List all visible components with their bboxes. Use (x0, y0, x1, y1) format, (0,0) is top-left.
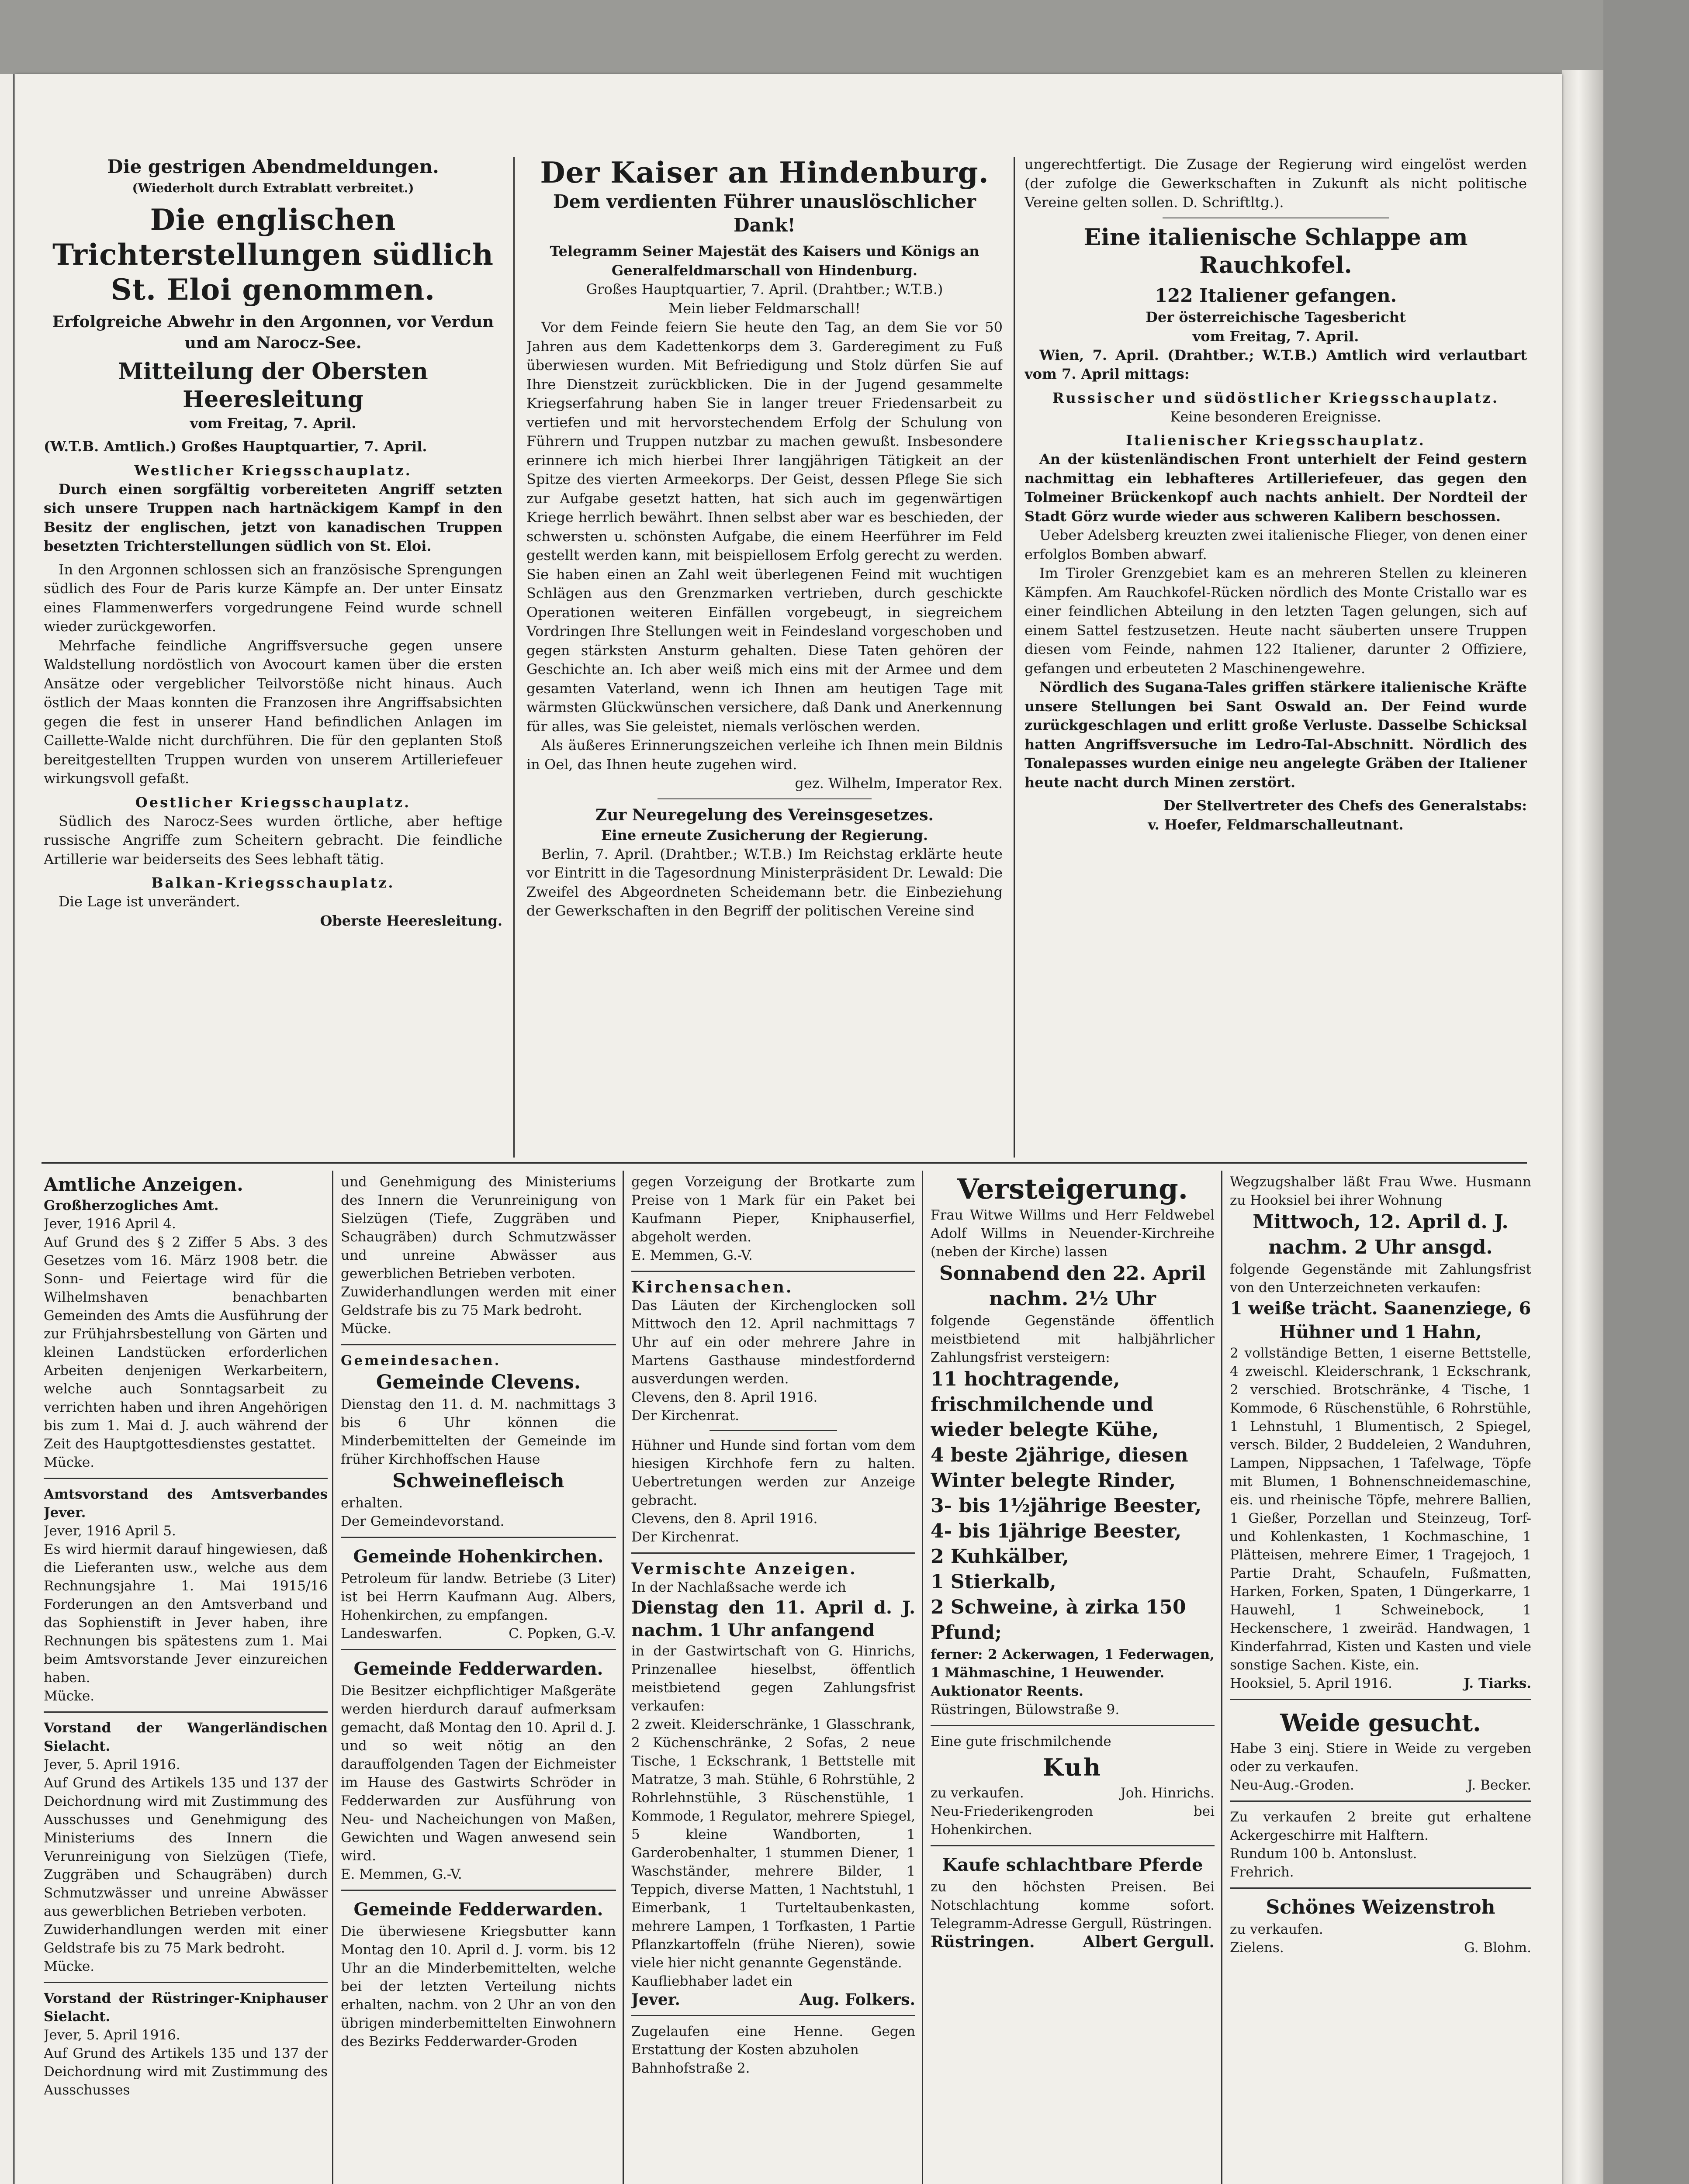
divider (631, 1552, 915, 1554)
column-rule (332, 1171, 333, 2184)
ad-text: Auf Grund des Artikels 135 und 137 der Deichordnung wird mit Zustimmung des Ausschusses (44, 2046, 328, 2098)
divider (341, 1537, 616, 1538)
signature: gez. Wilhelm, Imperator Rex. (795, 775, 1003, 791)
ad-date: Jever, 5. April 1916. (44, 1757, 180, 1773)
ad-address: Neu-Friederikengroden bei Hohenkirchen. (931, 1804, 1215, 1838)
ads-section-heading: Vermischte Anzeigen. (631, 1560, 857, 1578)
ads-municipal (341, 1173, 616, 2184)
ad-item: 11 hochtragende, frischmilchende und wieder belegte Kühe, (931, 1368, 1159, 1441)
paragraph: Im Tiroler Grenzgebiet kam es an mehreren Stellen zu kleineren Kämpfen. Am Rauchkofel-Rücken nördlich des Monte Cristallo war es einer feindlichen Abteilung in den letzten Tagen gelungen, sich auf einem Sattel festzusetzen. Heute nacht säuberten unsere Truppen diesen vom Feinde, nahmen 122 Italiener, darunter 2 Offiziere, gefangen und erbeuteten 2 Maschinengewehre. (1024, 565, 1527, 677)
ads-section-heading: Amtliche Anzeigen. (44, 1174, 243, 1195)
dateline: Wien, 7. April. (Drahtber.; W.T.B.) Amtlich wird verlautbart vom 7. April mittags: (1024, 346, 1527, 382)
ad-signature: Joh. Hinrichs. (1120, 1785, 1215, 1801)
ad-signature: Auktionator Reents. (931, 1683, 1083, 1699)
ad-text: Zuwiderhandlungen werden mit einer Geldstrafe bis zu 75 Mark bedroht. (341, 1284, 616, 1318)
ad-date: Jever, 1916 April 4. (44, 1216, 176, 1232)
subheadline: Eine erneute Zusicherung der Regierung. (601, 826, 928, 843)
ad-title: Schönes Weizenstroh (1266, 1896, 1495, 1918)
ad-item: 1 Stierkalb, (931, 1571, 1056, 1593)
ad-signature: G. Blohm. (1464, 1940, 1531, 1956)
divider (1230, 1887, 1531, 1889)
paragraph: Keine besonderen Ereignisse. (1170, 408, 1381, 425)
subheadline: Dem verdienten Führer unauslöschlicher Dank! (553, 191, 976, 236)
paragraph: An der küstenländischen Front unterhielt der Feind gestern nachmittag ein lebhafteres Artilleriefeuer, das gegen den Tolmeiner Brückenkopf auch nachts anhielt. Der Nordteil der Stadt Görz wurde wieder aus schweren Kalibern beschossen. (1024, 451, 1527, 525)
ad-text: Es wird hiermit darauf hingewiesen, daß die Lieferanten usw., welche aus dem Rechnungsjahre 1. Mai 1915/16 Forderungen an den Amtsverband und das Sophienstift in Jever haben, ihre Rechnungen bis spätestens zum 1. Mai beim Amtsvorstande Jever einzureichen haben. (44, 1541, 328, 1686)
paragraph: Nördlich des Sugana-Tales griffen stärkere italienische Kräfte unsere Stellungen bei Sant Oswald an. Der Feind wurde zurückgeschlagen und erlitt große Verluste. Dasselbe Schicksal hatten Angriffsversuche im Ledro-Tal-Abschnitt. Nördlich des Tonalepasses wurden einige neu angelegte Gräben der Italiener heute nacht durch Minen zerstört. (1024, 679, 1527, 791)
ad-signature: Der Kirchenrat. (631, 1529, 740, 1545)
ad-text: Zugelaufen eine Henne. Gegen Erstattung der Kosten abzuholen (631, 2024, 915, 2058)
ad-date: Jever, 1916 April 5. (44, 1523, 176, 1539)
ad-signature-row (931, 1933, 1215, 1951)
paragraph: Berlin, 7. April. (Drahtber.; W.T.B.) Im Reichstag erklärte heute vor Eintritt in die Tagesordnung Ministerpräsident Dr. Lewald: Die Zweifel des Abgeordneten Scheidemann betr. die Einbeziehung der Gewerkschaften in den Begriff der politischen Vereine sind (526, 845, 1003, 919)
ad-signature: Albert Gergull. (1083, 1933, 1215, 1951)
column-rule (1221, 1171, 1222, 2184)
ad-text: erhalten. (341, 1495, 403, 1511)
article-kaiser-hindenburg (526, 155, 1003, 1155)
book-spine (1562, 70, 1603, 2184)
ad-text: gegen Vorzeigung der Brotkarte zum Preise von 1 Mark für ein Paket bei Kaufmann Pieper, Kniphauserfiel, abgeholt werden. (631, 1174, 915, 1245)
divider (1230, 1800, 1531, 1802)
ad-date: Clevens, den 8. April 1916. (631, 1511, 818, 1527)
ad-highlight: Kuh (1042, 1753, 1103, 1781)
ad-title: Gemeinde Fedderwarden. (353, 1659, 603, 1679)
ads-church-misc (631, 1173, 915, 2184)
paragraph: In den Argonnen schlossen sich an französische Sprengungen südlich des Four de Paris kurze Kämpfe an. Der unter Einsatz eines Flammenwerfers vorgedrungene Feind wurde schnell wieder zurückgeworfen. (44, 561, 502, 635)
divider (341, 1890, 616, 1891)
ads-official (44, 1173, 328, 2184)
ads-section-heading: Gemeindesachen. (341, 1353, 501, 1368)
section-heading: Italienischer Kriegsschauplatz. (1126, 432, 1426, 449)
scan-background (1603, 0, 1689, 2184)
paragraph: Als äußeres Erinnerungszeichen verleihe ich Ihnen mein Bildnis in Oel, das Ihnen heute zugehen wird. (526, 737, 1003, 773)
ad-place: Rüstringen. (931, 1933, 1035, 1951)
column-rule (1014, 157, 1015, 1158)
signature: Der Stellvertreter des Chefs des Generalstabs: (1163, 797, 1527, 814)
ad-signature: Mücke. (341, 1321, 392, 1337)
ad-item-list: 2 vollständige Betten, 1 eiserne Bettstelle, 4 zweischl. Kleiderschrank, 1 Eckschrank, 2 verschied. Brotschränke, 4 Tische, 1 Kommode, 6 Rüschenstühle, 6 Rohrstühle, 1 Lehnstuhl, 1 Blumentisch, 2 Spiegel, versch. Bilder, 2 Buddeleien, 2 Wanduhren, Lampen, Nippsachen, 1 Tafelwage, Töpfe mit Blumen, 1 Bohnenschneidemaschine, eis. und rheinische Töpfe, mehrere Ballien, 1 Gießer, Porzellan und Steinzeug, Torf- und Kohlenkasten, 1 Kochmaschine, 1 Plätteisen, mehrere Eimer, 1 Tragejoch, 1 Partie Draht, Schaufeln, Fußmatten, Harken, Forken, Spaten, 1 Düngerkarre, 1 Hauwehl, 1 Schweinebock, 1 Heckenschere, 1 zweiräd. Handwagen, 1 Kinderfahrrad, Kisten und Kasten und viele sonstige Sachen. Kiste, ein. (1230, 1345, 1531, 1673)
divider (631, 1271, 915, 1272)
ad-title: Vorstand der Rüstringer-Kniphauser Sielacht. (44, 1990, 328, 2025)
ad-title: Versteigerung. (957, 1173, 1188, 1206)
report-source: Der österreichische Tagesbericht (1146, 308, 1406, 325)
dateline: (W.T.B. Amtlich.) Großes Hauptquartier, 7. April. (44, 438, 427, 455)
ad-text: Kaufliebhaber ladet ein (631, 1973, 793, 1989)
ad-text: in der Gastwirtschaft von G. Hinrichs, Prinzenallee hieselbst, öffentlich meistbietend gegen Zahlungsfrist verkaufen: (631, 1643, 915, 1714)
divider (44, 1982, 328, 1983)
ad-signature: Mücke. (44, 1688, 95, 1704)
divider (44, 1711, 328, 1713)
signature: v. Hoefer, Feldmarschalleutnant. (1148, 816, 1404, 833)
divider (931, 1845, 1215, 1846)
section-heading: Oestlicher Kriegsschauplatz. (135, 794, 411, 811)
divider (658, 798, 872, 799)
paragraph: Ueber Adelsberg kreuzten zwei italienische Flieger, von denen einer erfolglos Bomben abwarf. (1024, 527, 1527, 563)
ad-text: folgende Gegenstände mit Zahlungsfrist von den Unterzeichneten verkaufen: (1230, 1261, 1531, 1296)
divider (1230, 1699, 1531, 1700)
ads-auction (931, 1173, 1215, 2184)
ad-text: Petroleum für landw. Betriebe (3 Liter) ist bei Herrn Kaufmann Aug. Albers, Hohenkirchen, zu empfangen. (341, 1571, 616, 1623)
ad-title: Weide gesucht. (1280, 1709, 1481, 1737)
ad-text: In der Nachlaßsache werde ich (631, 1579, 846, 1595)
ad-text: zu verkaufen. (1230, 1921, 1323, 1937)
ad-signature: J. Tiarks. (1464, 1676, 1531, 1691)
article-austrian-report (1024, 155, 1527, 1155)
column-rule (922, 1171, 923, 2184)
report-date: vom Freitag, 7. April. (190, 415, 356, 432)
ad-item: 2 Kuhkälber, (931, 1545, 1069, 1568)
ad-item: 3- bis 1½jährige Beester, (931, 1495, 1202, 1517)
salutation: Mein lieber Feldmarschall! (668, 300, 861, 317)
ad-text: zu verkaufen. (931, 1785, 1024, 1801)
ad-text: Das Läuten der Kirchenglocken soll Mittwoch den 12. April nachmittags 7 Uhr auf ein oder mehrere Jahre in Martens Gasthause mindestfordernd ausverdungen werden. (631, 1298, 915, 1387)
ad-signature: J. Becker. (1467, 1777, 1531, 1793)
ad-signature-row (1230, 1776, 1531, 1794)
ad-signature: Aug. Folkers. (799, 1990, 915, 2009)
ad-text: Auf Grund des Artikels 135 und 137 der Deichordnung wird mit Zustimmung des Ausschusses und Genehmigung des Ministeriums des Innern die Verunreinigung von Sielzügen (Tiefe, Zuggräben und Schaugräben) durch Schmutzwässer und unreine Abwässer aus gewerblichen Betrieben verboten. (44, 1775, 328, 1919)
paragraph: Mehrfache feindliche Angriffsversuche gegen unsere Waldstellung nordöstlich von Avocourt kamen über die ersten Ansätze oder vergeblicher Teilvorstöße nicht hinaus. Auch östlich der Maas konnten die Franzosen ihre Angriffsabsichten gegen die fest in unserer Hand befindlichen Anlagen im Caillette-Walde nicht durchführen. Die für den geplanten Stoß bereitgestellten Truppen wurden von unserem Artilleriefeuer wirkungsvoll gefaßt. (44, 637, 502, 787)
ad-text: Die überwiesene Kriegsbutter kann Montag den 10. April d. J. vorm. bis 12 Uhr an die Minderbemittelten, welche bei der letzten Verteilung nichts erhalten, nachm. von 2 Uhr an von den übrigen minderbemittelten Einwohnern des Bezirks Fedderwarder-Groden (341, 1924, 616, 2049)
headline: Die gestrigen Abendmeldungen. (107, 156, 439, 177)
ad-signature-row (931, 1784, 1215, 1802)
main-headline: Eine italienische Schlappe am Rauchkofel. (1083, 224, 1468, 279)
ad-title: Gemeinde Hohenkirchen. (353, 1546, 604, 1567)
ad-place: Jever. (631, 1990, 680, 2009)
divider (44, 1478, 328, 1479)
ad-highlight: Schweinefleisch (392, 1470, 564, 1492)
dateline: Großes Hauptquartier, 7. April. (Drahtber.; W.T.B.) (586, 281, 943, 297)
ads-section-heading: Kirchensachen. (631, 1278, 793, 1296)
ad-text: ferner: 2 Ackerwagen, 1 Federwagen, 1 Mähmaschine, 1 Heuwender. (931, 1647, 1215, 1681)
headline-note: (Wiederholt durch Extrablatt verbreitet.) (132, 181, 414, 195)
subheadline: 122 Italiener gefangen. (1154, 284, 1397, 306)
headline: Zur Neuregelung des Vereinsgesetzes. (595, 805, 934, 824)
ad-signature: Der Gemeindevorstand. (341, 1514, 505, 1529)
left-page-edge (0, 74, 14, 2184)
section-heading: Russischer und südöstlicher Kriegsschauplatz. (1052, 389, 1499, 406)
ad-item: 2 Schweine, à zirka 150 Pfund; (931, 1596, 1186, 1644)
signature: Oberste Heeresleitung. (320, 912, 502, 929)
ad-signature: Mücke. (44, 1959, 95, 1974)
ad-highlight: 1 weiße trächt. Saanenziege, 6 Hühner und 1 Hahn, (1230, 1298, 1531, 1342)
ad-address: Rüstringen, Bülowstraße 9. (931, 1702, 1120, 1717)
ad-signature-row (631, 1990, 915, 2009)
section-heading: Westlicher Kriegsschauplatz. (134, 462, 412, 479)
ad-place: Zielens. (1230, 1940, 1284, 1956)
section-divider (42, 1162, 1527, 1164)
ad-date: Hooksiel, 5. April 1916. (1230, 1676, 1392, 1691)
ad-title: Vorstand der Wangerländischen Sielacht. (44, 1720, 328, 1754)
telegram-note: Telegramm Seiner Majestät des Kaisers und Königs an Generalfeldmarschall von Hindenburg. (550, 243, 979, 279)
ad-signature: C. Popken, G.-V. (509, 1626, 616, 1641)
divider (341, 1649, 616, 1650)
ad-item-list: 2 zweit. Kleiderschränke, 1 Glasschrank, 2 Küchenschränke, 2 Sofas, 2 neue Tische, 1 Eckschrank, 1 Bettstelle mit Matratze, 3 mah. Stühle, 6 Rohrstühle, 2 Rohrlehnstühle, 3 Rüschenstühle, 1 Kommode, 1 Regulator, mehrere Spiegel, 5 kleine Wandborten, 1 Garderobenhalter, 1 stummen Diener, 1 Waschständer, mehrere Bilder, 1 Teppich, diverse Matten, 1 Nachtstuhl, 1 Eimerbank, 1 Turteltaubenkasten, mehrere Lampen, 1 Torfkasten, 1 Partie Pflanzkartoffeln (frühe Nieren), sowie viele hier nicht genannte Gegenstände. (631, 1717, 915, 1971)
paragraph: Südlich des Narocz-Sees wurden örtliche, aber heftige russische Angriffe zum Scheitern gebracht. Die feindliche Artillerie war beiderseits des Sees lebhaft tätig. (44, 812, 502, 867)
subheadline: Erfolgreiche Abwehr in den Argonnen, vor Verdun und am Narocz-See. (52, 313, 494, 352)
ad-signature: E. Memmen, G.-V. (631, 1248, 753, 1263)
ad-text: Dienstag den 11. d. M. nachmittags 3 bis 6 Uhr können die Minderbemittelten der Gemeinde im früher Kirchhoffschen Hause (341, 1396, 616, 1467)
ad-place: Neu-Aug.-Groden. (1230, 1777, 1354, 1793)
ad-text: Die Besitzer eichpflichtiger Maßgeräte werden hierdurch darauf aufmerksam gemacht, daß Montag den 10. April d. J. und so weit nötig an den darauffolgenden Tagen der Eichmeister im Hause des Gastwirts Schröder in Fedderwarden zur Ausführung von Neu- und Nacheichungen von Maßen, Gewichten und Wagen anwesend sein wird. (341, 1683, 616, 1864)
ad-text: Auf Grund des § 2 Ziffer 5 Abs. 3 des Gesetzes vom 16. März 1908 betr. die Sonn- und Feiertage wird für die Wilhelmshaven benachbarten Gemeinden des Amts die Ausführung der zur Frühjahrsbestellung von Gärten und kleinen Landstücken erforderlichen Arbeiten denjenigen Werkarbeitern, welche auch Sonntagsarbeit zu verrichten haben und ihren Angehörigen bis zum 1. Mai d. J. auch während der Zeit des Hauptgottesdienstes gestattet. (44, 1234, 328, 1452)
ad-signature-row (341, 1624, 616, 1643)
divider (931, 1725, 1215, 1726)
ad-title: Gemeinde Clevens. (376, 1371, 581, 1393)
report-date: vom Freitag, 7. April. (1192, 328, 1359, 345)
ad-text: Eine gute frischmilchende (931, 1734, 1111, 1749)
ad-text: Zuwiderhandlungen werden mit einer Geldstrafe bis zu 75 Mark bedroht. (44, 1922, 328, 1956)
column-rule (623, 1171, 624, 2184)
ad-text: Wegzugshalber läßt Frau Wwe. Husmann zu Hooksiel bei ihrer Wohnung (1230, 1174, 1531, 1208)
ad-signature: Frehrich. (1230, 1864, 1294, 1880)
headline-source: Mitteilung der Obersten Heeresleitung (118, 358, 428, 413)
paragraph: Die Lage ist unverändert. (59, 893, 240, 910)
main-headline: Die englischen Trichterstellungen südlich St. Eloi genommen. (52, 203, 494, 307)
ad-text: Zu verkaufen 2 breite gut erhaltene Ackergeschirre mit Halftern. (1230, 1809, 1531, 1843)
divider (710, 1430, 838, 1431)
ad-text: Habe 3 einj. Stiere in Weide zu vergeben oder zu verkaufen. (1230, 1741, 1531, 1775)
section-heading: Balkan-Kriegsschauplatz. (151, 874, 395, 891)
ad-signature: E. Memmen, G.-V. (341, 1866, 462, 1882)
ad-title: Großherzogliches Amt. (44, 1198, 219, 1213)
ad-text: zu den höchsten Preisen. Bei Notschlachtung komme sofort. Telegramm-Adresse Gergull, Rüstringen. (931, 1879, 1215, 1932)
newspaper-page (15, 74, 1562, 2184)
ad-address: Rundum 100 b. Antonslust. (1230, 1846, 1417, 1862)
divider (631, 2015, 915, 2016)
ad-item: 4- bis 1jährige Beester, (931, 1520, 1182, 1542)
ad-address: Bahnhofstraße 2. (631, 2060, 750, 2076)
ad-text: folgende Gegenstände öffentlich meistbietend mit halbjährlicher Zahlungsfrist versteigern: (931, 1313, 1215, 1365)
ad-title: Amtsvorstand des Amtsverbandes Jever. (44, 1486, 328, 1521)
ads-private-sales (1230, 1173, 1531, 2184)
ad-date: Clevens, den 8. April 1916. (631, 1389, 818, 1405)
ad-signature: Mücke. (44, 1455, 95, 1470)
article-war-report (44, 155, 502, 1155)
paragraph: Durch einen sorgfältig vorbereiteten Angriff setzten sich unsere Truppen nach hartnäckigem Kampf in den Besitz der englischen, jetzt von kanadischen Truppen besetzten Trichterstellungen südlich von St. Eloi. (44, 480, 502, 554)
ad-highlight: Mittwoch, 12. April d. J. nachm. 2 Uhr ansgd. (1253, 1211, 1509, 1258)
ad-signature: Der Kirchenrat. (631, 1408, 740, 1424)
ad-date: Jever, 5. April 1916. (44, 2027, 180, 2043)
divider (341, 1344, 616, 1345)
ad-highlight: Sonnabend den 22. April nachm. 2½ Uhr (939, 1262, 1206, 1310)
ad-place: Landeswarfen. (341, 1626, 443, 1641)
paragraph: ungerechtfertigt. Die Zusage der Regierung wird eingelöst werden (der zufolge die Gewerkschaften in Zukunft als nicht politische Vereine gelten sollen. D. Schriftltg.). (1024, 156, 1527, 211)
ad-text: und Genehmigung des Ministeriums des Innern die Verunreinigung von Sielzügen (Tiefe, Zuggräben und Schaugräben) durch Schmutzwässer und unreine Abwässer aus gewerblichen Betrieben verboten. (341, 1174, 616, 1282)
ad-item: 4 beste 2jährige, diesen Winter belegte Rinder, (931, 1444, 1188, 1492)
ad-text: Frau Witwe Willms und Herr Feldwebel Adolf Willms in Neuender-Kirchreihe (neben der Kirche) lassen (931, 1207, 1215, 1260)
main-headline: Der Kaiser an Hindenburg. (540, 156, 989, 190)
ad-text: Hühner und Hunde sind fortan vom dem hiesigen Kirchhofe fern zu halten. Uebertretungen werden zur Anzeige gebracht. (631, 1438, 915, 1508)
ad-title: Gemeinde Fedderwarden. (353, 1899, 603, 1920)
ad-signature-row (1230, 1674, 1531, 1693)
ad-signature-row (1230, 1939, 1531, 1957)
ad-highlight: Dienstag den 11. April d. J. nachm. 1 Uhr anfangend (631, 1597, 915, 1641)
ad-title: Kaufe schlachtbare Pferde (942, 1855, 1203, 1875)
column-rule (513, 157, 515, 1158)
paragraph: Vor dem Feinde feiern Sie heute den Tag, an dem Sie vor 50 Jahren aus dem Kadettenkorps dem 3. Garderegiment zu Fuß überwiesen wurden. Mit Befriedigung und Stolz dürfen Sie auf Ihre Dienstzeit zurückblicken. Die in der Jugend gesammelte Kriegserfahrung haben Sie in langer treuer Friedensarbeit zu vertiefen und mit hervorstechendem Erfolg der Schulung von Führern und Truppen nutzbar zu machen gewußt. Insbesondere erinnere ich mich hierbei Ihrer langjährigen Tätigkeit an der Spitze des vierten Armeekorps. Der Geist, dessen Pflege Sie sich zur Aufgabe gesetzt hatten, hat sich auch im gegenwärtigen Kriege herrlich bewährt. Ihnen selbst aber war es beschieden, der schwersten u. schönsten Aufgabe, die einem Heerführer im Feld gestellt werden kann, mit beispiellosem Erfolg gerecht zu werden. Sie haben einen an Zahl weit überlegenen Feind mit wuchtigen Schlägen aus den Grenzmarken vertrieben, durch geschickte Operationen weiteren Einfällen vorgebeugt, in siegreichem Vordringen Ihre Stellungen weit in Feindesland vorgeschoben und gegen stärksten Ansturm gehalten. Diese Taten gehören der Geschichte an. Ich aber weiß mich eins mit der Armee und dem gesamten Vaterland, wenn ich Ihnen am heutigen Tage mit wärmsten Glückwünschen versichere, daß Dank und Anerkennung für alles, was Sie geleistet, niemals verlöschen werden. (526, 319, 1003, 735)
